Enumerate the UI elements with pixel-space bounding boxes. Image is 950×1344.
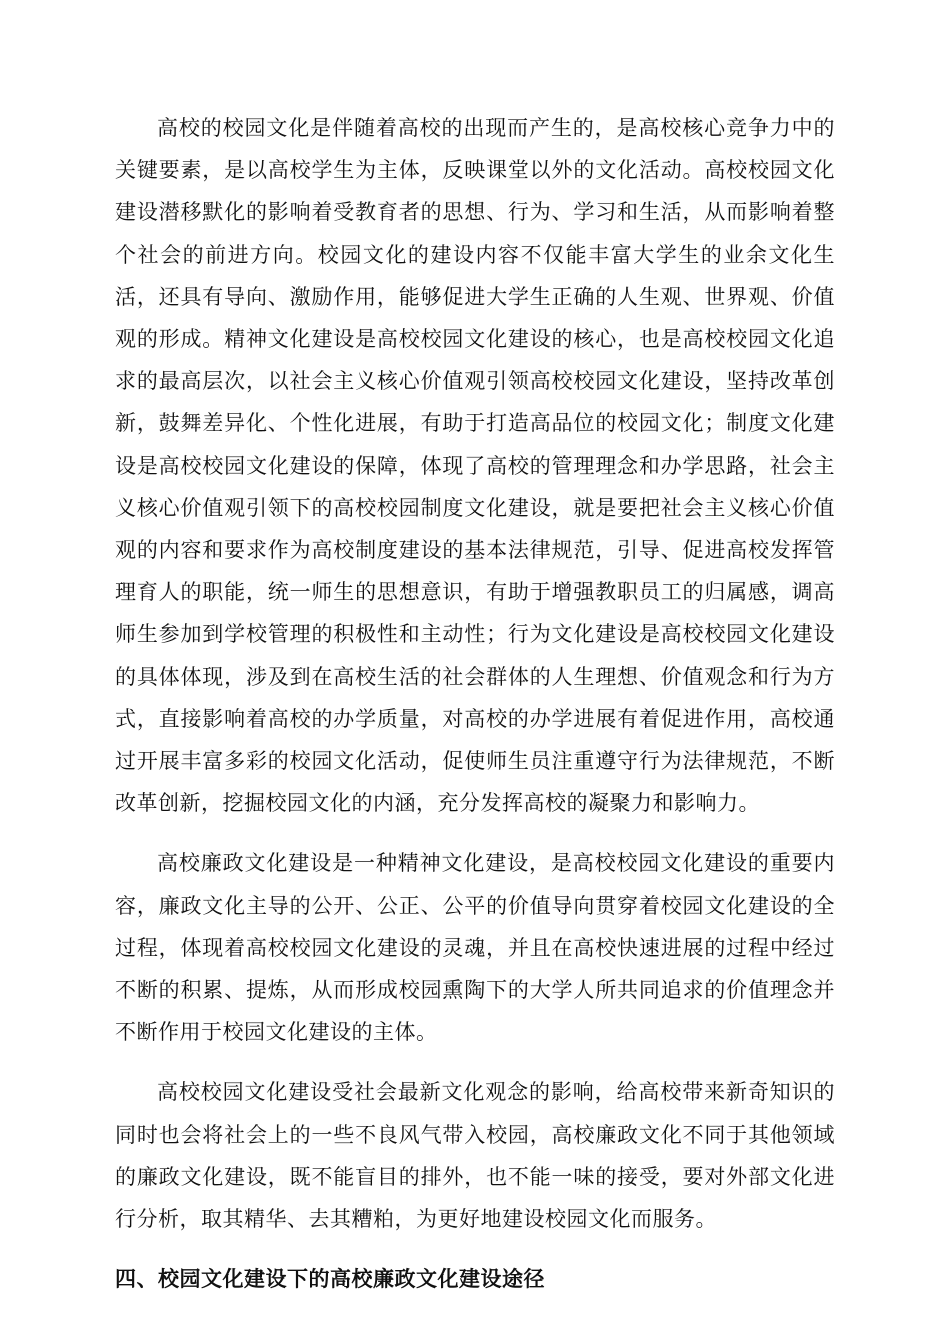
- section-heading: 四、校园文化建设下的高校廉政文化建设途径: [115, 1267, 545, 1292]
- document-body: [115, 107, 835, 1300]
- paragraph-social-influence: 高校校园文化建设受社会最新文化观念的影响，给高校带来新奇知识的同时也会将社会上的一些不良风气带入校园，高校廉政文化不同于其他领域的廉政文化建设，既不能盲目的排外，也不能一味的接受，要对外部文化进行分析，取其精华、去其糟粕，为更好地建设校园文化而服务。: [115, 1080, 835, 1232]
- paragraph-integrity-culture: 高校廉政文化建设是一种精神文化建设，是高校校园文化建设的重要内容，廉政文化主导的公开、公正、公平的价值导向贯穿着校园文化建设的全过程，体现着高校校园文化建设的灵魂，并且在高校快速进展的过程中经过不断的积累、提炼，从而形成校园熏陶下的大学人所共同追求的价值理念并不断作用于校园文化建设的主体。: [115, 851, 835, 1045]
- paragraph-campus-culture: 高校的校园文化是伴随着高校的出现而产生的，是高校核心竞争力中的关键要素，是以高校学生为主体，反映课堂以外的文化活动。高校校园文化建设潜移默化的影响着受教育者的思想、行为、学习和生活，从而影响着整个社会的前进方向。校园文化的建设内容不仅能丰富大学生的业余文化生活，还具有导向、激励作用，能够促进大学生正确的人生观、世界观、价值观的形成。精神文化建设是高校校园文化建设的核心，也是高校校园文化追求的最高层次，以社会主义核心价值观引领高校校园文化建设，坚持改革创新，鼓舞差异化、个性化进展，有助于打造高品位的校园文化；制度文化建设是高校校园文化建设的保障，体现了高校的管理理念和办学思路，社会主义核心价值观引领下的高校校园制度文化建设，就是要把社会主义核心价值观的内容和要求作为高校制度建设的基本法律规范，引导、促进高校发挥管理育人的职能，统一师生的思想意识，有助于增强教职员工的归属感，调高师生参加到学校管理的积极性和主动性；行为文化建设是高校校园文化建设的具体体现，涉及到在高校生活的社会群体的人生理想、价值观念和行为方式，直接影响着高校的办学质量，对高校的办学进展有着促进作用，高校通过开展丰富多彩的校园文化活动，促使师生员注重遵守行为法律规范，不断改革创新，挖掘校园文化的内涵，充分发挥高校的凝聚力和影响力。: [115, 116, 835, 816]
